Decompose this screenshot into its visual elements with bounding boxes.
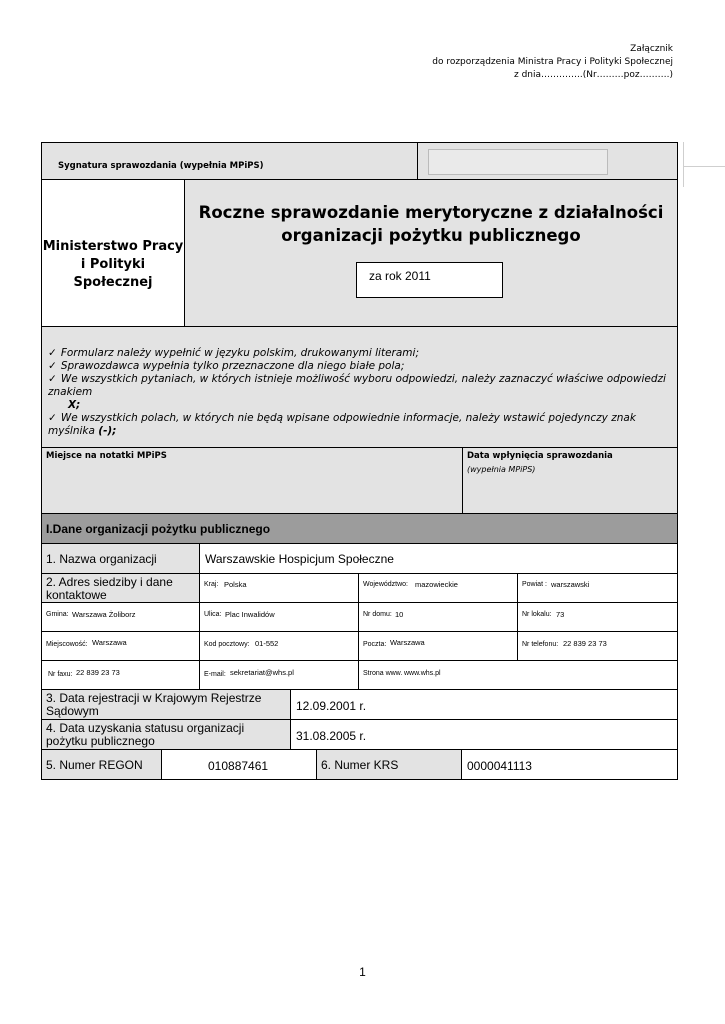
- municipality-field[interactable]: [41, 602, 200, 632]
- instruction-dash-mark: (-);: [98, 425, 117, 437]
- notes-label: Miejsce na notatki MPiPS: [46, 451, 167, 461]
- signature-label-cell: [41, 142, 418, 180]
- voivodeship-value: mazowieckie: [415, 580, 458, 589]
- page-number: 1: [359, 965, 366, 979]
- report-year: za rok 2011: [369, 269, 431, 283]
- voivodeship-label: Województwo:: [363, 581, 409, 588]
- regon-field[interactable]: [161, 749, 317, 780]
- city-field[interactable]: [41, 631, 200, 661]
- county-label: Powiat :: [522, 581, 547, 588]
- email-field[interactable]: [199, 660, 359, 690]
- margin-mark: [683, 142, 684, 187]
- county-value: warszawski: [551, 580, 590, 589]
- municipality-value: Warszawa Żoliborz: [72, 610, 136, 619]
- street-field[interactable]: [199, 602, 359, 632]
- street-value: Plac Inwalidów: [225, 610, 275, 619]
- receipt-date-label: Data wpłynięcia sprawozdania: [467, 451, 613, 461]
- postal-code-field[interactable]: [199, 631, 359, 661]
- report-year-box[interactable]: [356, 262, 503, 298]
- email-label: E-mail:: [204, 671, 226, 678]
- org-name-value: Warszawskie Hospicjum Społeczne: [205, 552, 394, 566]
- house-number-value: 10: [395, 610, 404, 619]
- opp-status-label: 4. Data uzyskania statusu organizacji pożytku publicznego: [46, 721, 245, 748]
- ministry-name-line2: i Polityki Społecznej: [73, 257, 153, 290]
- house-number-label: Nr domu:: [363, 611, 392, 618]
- receipt-date-sublabel: (wypełnia MPiPS): [467, 465, 536, 474]
- instruction-item: ✓ We wszystkich polach, w których nie będą wpisane odpowiednie informacje, należy wstawić pojedynczy znak myślnika (-);: [48, 412, 636, 437]
- signature-input[interactable]: [428, 149, 608, 175]
- report-title-line2: organizacji pożytku publicznego: [281, 226, 581, 245]
- city-value: Warszawa: [92, 638, 127, 647]
- house-number-field[interactable]: [358, 602, 518, 632]
- country-field[interactable]: [199, 573, 359, 603]
- phone-field[interactable]: [517, 631, 678, 661]
- address-label: 2. Adres siedziby i dane kontaktowe: [46, 575, 173, 602]
- instruction-x-mark: X;: [68, 399, 81, 411]
- phone-label: Nr telefonu:: [522, 641, 559, 648]
- postal-code-value: 01-552: [255, 639, 279, 648]
- opp-status-value: 31.08.2005 r.: [296, 729, 367, 743]
- krs-registration-label: 3. Data rejestracji w Krajowym Rejestrze Sądowym: [46, 691, 262, 718]
- krs-number-label-cell: [316, 749, 462, 780]
- website-field[interactable]: [358, 660, 678, 690]
- instructions-list: [48, 347, 676, 438]
- regon-label-cell: [41, 749, 162, 780]
- post-office-field[interactable]: [358, 631, 518, 661]
- fax-field[interactable]: [41, 660, 200, 690]
- website-label: Strona www.: [363, 670, 403, 677]
- opp-status-field[interactable]: [290, 719, 678, 750]
- krs-number-label: 6. Numer KRS: [321, 758, 399, 772]
- org-name-label: 1. Nazwa organizacji: [46, 552, 157, 566]
- ministry-name-line1: Ministerstwo Pracy: [42, 239, 184, 254]
- receipt-date-cell: [462, 447, 678, 514]
- krs-number-field[interactable]: [461, 749, 678, 780]
- checkmark-icon: ✓: [48, 373, 57, 385]
- checkmark-icon: ✓: [48, 347, 57, 359]
- section-header: [41, 513, 678, 544]
- post-office-value: Warszawa: [390, 638, 425, 647]
- annex-regulation: do rozporządzenia Ministra Pracy i Polityki Społecznej: [432, 57, 673, 67]
- address-label-cell: [41, 573, 200, 603]
- phone-value: 22 839 23 73: [563, 639, 607, 648]
- regon-value: 010887461: [208, 759, 269, 773]
- country-label: Kraj:: [204, 581, 219, 588]
- checkmark-icon: ✓: [48, 412, 57, 424]
- org-name-label-cell: [41, 543, 200, 574]
- city-label: Miejscowość:: [46, 641, 88, 648]
- post-office-label: Poczta:: [363, 641, 387, 648]
- county-field[interactable]: [517, 573, 678, 603]
- krs-number-value: 0000041113: [467, 759, 532, 773]
- street-label: Ulica:: [204, 611, 222, 618]
- signature-input-cell: [417, 142, 678, 180]
- voivodeship-field[interactable]: [358, 573, 518, 603]
- ministry-cell: [41, 179, 185, 327]
- title-cell: [184, 179, 678, 327]
- postal-code-label: Kod pocztowy:: [204, 641, 250, 648]
- apartment-number-label: Nr lokalu:: [522, 611, 552, 618]
- fax-value: 22 839 23 73: [76, 668, 120, 677]
- email-value: sekretariat@whs.pl: [230, 668, 294, 677]
- annex-date: z dnia…………..(Nr………poz……….): [514, 70, 673, 80]
- signature-label: Sygnatura sprawozdania (wypełnia MPiPS): [58, 161, 264, 171]
- regon-label: 5. Numer REGON: [46, 758, 143, 772]
- krs-registration-label-cell: [41, 689, 291, 720]
- krs-registration-value: 12.09.2001 r.: [296, 699, 367, 713]
- opp-status-label-cell: [41, 719, 291, 750]
- instruction-item: ✓ Sprawozdawca wypełnia tylko przeznaczone dla niego białe pola;: [48, 360, 405, 372]
- annex-title: Załącznik: [630, 44, 673, 54]
- apartment-number-value: 73: [556, 610, 565, 619]
- instructions-cell: [41, 326, 678, 448]
- municipality-label: Gmina:: [46, 611, 69, 618]
- annex-header: [432, 43, 673, 82]
- apartment-number-field[interactable]: [517, 602, 678, 632]
- report-title-line1: Roczne sprawozdanie merytoryczne z działalności: [198, 203, 664, 222]
- website-value: www.whs.pl: [404, 670, 441, 677]
- notes-cell: [41, 447, 463, 514]
- section-title: I.Dane organizacji pożytku publicznego: [46, 522, 271, 536]
- margin-mark-horizontal: [683, 166, 725, 167]
- checkmark-icon: ✓: [48, 360, 57, 372]
- instruction-item: ✓ Formularz należy wypełnić w języku polskim, drukowanymi literami;: [48, 347, 419, 359]
- fax-label: Nr faxu:: [48, 671, 73, 678]
- country-value: Polska: [224, 580, 247, 589]
- instruction-item: ✓ We wszystkich pytaniach, w których istnieje możliwość wyboru odpowiedzi, należy zaznaczyć właściwe odpowiedzi znakiem: [48, 373, 666, 398]
- krs-registration-field[interactable]: [290, 689, 678, 720]
- org-name-field[interactable]: [199, 543, 678, 574]
